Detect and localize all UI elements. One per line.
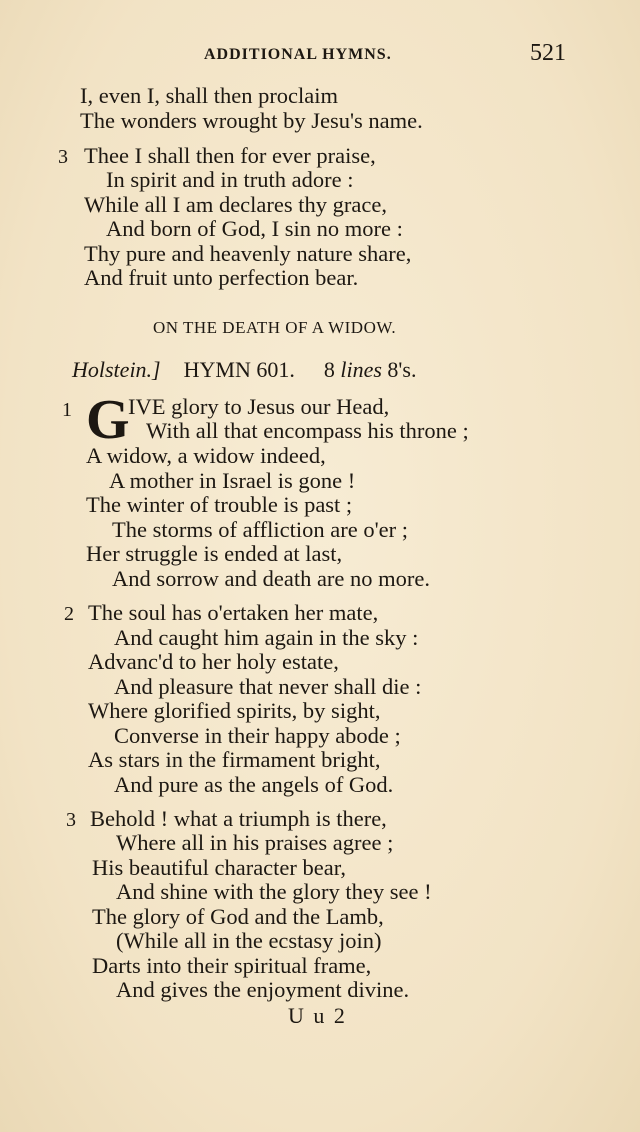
verse-line: As stars in the firmament bright,	[88, 747, 381, 772]
drop-cap: G	[86, 389, 130, 451]
verse-line: I, even I, shall then proclaim	[80, 83, 339, 108]
verse-line: Behold ! what a triumph is there,	[90, 806, 387, 831]
verse-line: Her struggle is ended at last,	[86, 541, 343, 566]
tune-name: Holstein.]	[72, 357, 161, 382]
verse-line: And shine with the glory they see !	[116, 879, 432, 904]
verse-line: The wonders wrought by Jesu's name.	[80, 108, 423, 133]
verse-line: And caught him again in the sky :	[114, 625, 419, 650]
section-title: ON THE DEATH OF A WIDOW.	[153, 318, 397, 337]
verse-line: Thy pure and heavenly nature share,	[84, 241, 412, 266]
hymn-title: HYMN 601.	[183, 357, 295, 382]
running-head: ADDITIONAL HYMNS.	[204, 46, 392, 63]
verse-number: 3	[58, 146, 68, 168]
verse-line: The glory of God and the Lamb,	[92, 904, 384, 929]
verse-line: In spirit and in truth adore :	[106, 167, 354, 192]
page-number: 521	[530, 40, 566, 66]
meter-word: lines	[340, 357, 382, 382]
verse-line: And fruit unto perfection bear.	[84, 265, 359, 290]
signature-mark: U u 2	[288, 1003, 347, 1028]
page-header	[0, 40, 640, 74]
verse-line: And gives the enjoyment divine.	[116, 977, 410, 1002]
verse-line: And born of God, I sin no more :	[106, 216, 403, 241]
verse-line: And pleasure that never shall die :	[114, 674, 422, 699]
verse-line: Converse in their happy abode ;	[114, 723, 401, 748]
verse-line: Where glorified spirits, by sight,	[88, 698, 381, 723]
verse-line: The soul has o'ertaken her mate,	[88, 600, 379, 625]
verse-number: 2	[64, 603, 74, 625]
meter-number: 8	[323, 357, 335, 382]
verse-line: A widow, a widow indeed,	[86, 443, 326, 468]
verse-line: Darts into their spiritual frame,	[92, 953, 372, 978]
verse-number: 3	[66, 809, 76, 831]
verse-line: Thee I shall then for ever praise,	[84, 143, 376, 168]
verse-line: And sorrow and death are no more.	[112, 566, 431, 591]
meter-rest: 8's.	[387, 357, 417, 382]
verse-line: And pure as the angels of God.	[114, 772, 394, 797]
hymn-heading	[72, 357, 416, 383]
verse-line: While all I am declares thy grace,	[84, 192, 387, 217]
verse-line: With all that encompass his throne ;	[146, 418, 469, 443]
verse-line: The storms of affliction are o'er ;	[112, 517, 409, 542]
verse-line: The winter of trouble is past ;	[86, 492, 353, 517]
verse-line: Where all in his praises agree ;	[116, 830, 394, 855]
verse-line: (While all in the ecstasy join)	[116, 928, 382, 953]
verse-line: A mother in Israel is gone !	[109, 468, 356, 493]
verse-line: His beautiful character bear,	[92, 855, 346, 880]
verse-line: Advanc'd to her holy estate,	[88, 649, 339, 674]
verse-number: 1	[62, 399, 72, 421]
verse-line: IVE glory to Jesus our Head,	[128, 394, 390, 419]
